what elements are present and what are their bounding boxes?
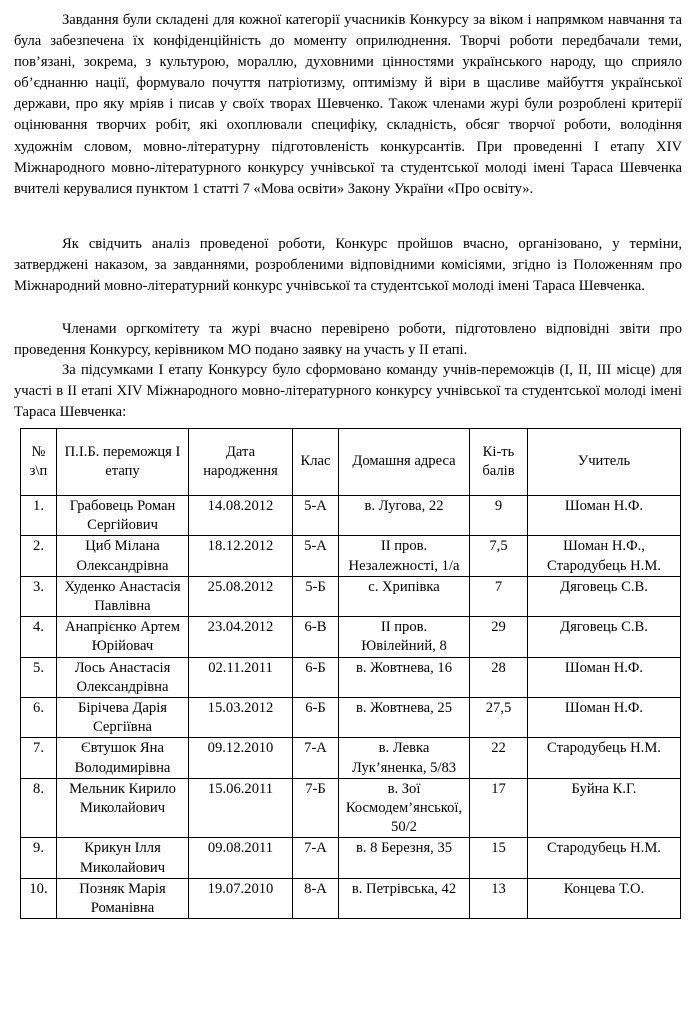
cell-name: Худенко Анастасія Павлівна <box>57 576 189 616</box>
cell-number: 5. <box>21 657 57 697</box>
paragraph-text: Як свідчить аналіз проведеної роботи, Конкурс пройшов вчасно, організовано, у терміни, затверджені наказом, за завданнями, розробленими відповідними комісіями, згідно із Положенням про Міжнародний мовно-літературний конкурс учнівської та студентської молоді імені Тараса Шевченка. <box>14 236 682 295</box>
cell-name: Циб Мілана Олександрівна <box>57 536 189 576</box>
cell-class: 5-А <box>293 536 339 576</box>
table-header-row <box>21 429 681 496</box>
cell-address: ІІ пров. Ювілейний, 8 <box>339 617 470 657</box>
cell-score: 13 <box>470 878 528 918</box>
cell-birthdate: 09.08.2011 <box>189 838 293 878</box>
cell-name: Бірічева Дарія Сергіївна <box>57 698 189 738</box>
table-row <box>21 576 681 616</box>
cell-class: 7-А <box>293 838 339 878</box>
cell-number: 9. <box>21 838 57 878</box>
cell-class: 5-Б <box>293 576 339 616</box>
cell-score: 9 <box>470 496 528 536</box>
cell-class: 6-В <box>293 617 339 657</box>
cell-number: 3. <box>21 576 57 616</box>
cell-name: Грабовець Роман Сергійович <box>57 496 189 536</box>
cell-address: в. Лугова, 22 <box>339 496 470 536</box>
cell-class: 7-А <box>293 738 339 778</box>
header-number: № з\п <box>21 429 57 496</box>
cell-number: 1. <box>21 496 57 536</box>
cell-number: 4. <box>21 617 57 657</box>
table-row <box>21 838 681 878</box>
cell-birthdate: 23.04.2012 <box>189 617 293 657</box>
header-class: Клас <box>293 429 339 496</box>
cell-teacher: Буйна К.Г. <box>528 778 681 838</box>
cell-birthdate: 25.08.2012 <box>189 576 293 616</box>
table-row <box>21 617 681 657</box>
header-teacher: Учитель <box>528 429 681 496</box>
cell-address: в. 8 Березня, 35 <box>339 838 470 878</box>
table-row <box>21 496 681 536</box>
cell-score: 17 <box>470 778 528 838</box>
header-name: П.І.Б. переможця І етапу <box>57 429 189 496</box>
cell-number: 2. <box>21 536 57 576</box>
cell-class: 8-А <box>293 878 339 918</box>
cell-teacher: Шоман Н.Ф., Стародубець Н.М. <box>528 536 681 576</box>
cell-address: с. Хрипівка <box>339 576 470 616</box>
table-row <box>21 878 681 918</box>
cell-class: 5-А <box>293 496 339 536</box>
cell-address: в. Жовтнева, 25 <box>339 698 470 738</box>
cell-class: 7-Б <box>293 778 339 838</box>
cell-birthdate: 15.06.2011 <box>189 778 293 838</box>
cell-name: Євтушок Яна Володимирівна <box>57 738 189 778</box>
table-row <box>21 778 681 838</box>
paragraph-committee <box>14 319 682 361</box>
cell-score: 22 <box>470 738 528 778</box>
table-row <box>21 657 681 697</box>
paragraph-analysis <box>14 234 682 297</box>
cell-score: 7 <box>470 576 528 616</box>
cell-teacher: Стародубець Н.М. <box>528 738 681 778</box>
paragraph-text: Завдання були складені для кожної категорії учасників Конкурсу за віком і напрямком навчання та була забезпечена їх конфіденційність до моменту оприлюднення. Творчі роботи передбачали теми, пов’язані, зокрема, з культурою, мораллю, духовними цінностями українського народу, що сприяло об’єднанню нації, формувало почуття патріотизму, оптимізму й віри в щасливе майбуття української держави, про яку мріяв і писав у своїх творах Шевченко. Також членами журі були розроблені критерії оцінювання творчих робіт, які охоплювали специфіку, складність, обсяг творчої роботи, володіння художнім словом, мовно-літературну підготовленість конкурсантів. При проведенні І етапу XIV Міжнародного мовно-літературного конкурсу учнівської та студентської молоді імені Тараса Шевченка вчителі керувалися пунктом 1 статті 7 «Мова освіти» Закону України «Про освіту». <box>14 12 682 197</box>
winners-table <box>20 428 681 919</box>
paragraph-text: За підсумками І етапу Конкурсу було сформовано команду учнів-переможців (І, ІІ, ІІІ місце) для участі в ІІ етапі XIV Міжнародного мовно-літературного конкурсу учнівської та студентської молоді імені Тараса Шевченка: <box>14 362 682 421</box>
cell-birthdate: 18.12.2012 <box>189 536 293 576</box>
header-birthdate: Дата народження <box>189 429 293 496</box>
cell-birthdate: 14.08.2012 <box>189 496 293 536</box>
cell-teacher: Дяговець С.В. <box>528 576 681 616</box>
cell-address: в. Петрівська, 42 <box>339 878 470 918</box>
cell-score: 29 <box>470 617 528 657</box>
table-row <box>21 536 681 576</box>
cell-score: 15 <box>470 838 528 878</box>
cell-birthdate: 09.12.2010 <box>189 738 293 778</box>
paragraph-tasks <box>14 10 682 200</box>
cell-teacher: Стародубець Н.М. <box>528 838 681 878</box>
cell-name: Позняк Марія Романівна <box>57 878 189 918</box>
cell-number: 8. <box>21 778 57 838</box>
paragraph-results <box>14 360 682 423</box>
cell-address: в. Левка Лук’яненка, 5/83 <box>339 738 470 778</box>
cell-birthdate: 15.03.2012 <box>189 698 293 738</box>
cell-address: ІІ пров. Незалежності, 1/а <box>339 536 470 576</box>
cell-address: в. Жовтнева, 16 <box>339 657 470 697</box>
paragraph-text: Членами оргкомітету та журі вчасно перевірено роботи, підготовлено відповідні звіти про проведення Конкурсу, керівником МО подано заявку на участь у ІІ етапі. <box>14 321 682 359</box>
cell-teacher: Шоман Н.Ф. <box>528 698 681 738</box>
header-score: Кі-ть балів <box>470 429 528 496</box>
cell-number: 10. <box>21 878 57 918</box>
cell-name: Лось Анастасія Олександрівна <box>57 657 189 697</box>
table-row <box>21 698 681 738</box>
cell-name: Мельник Кирило Миколайович <box>57 778 189 838</box>
cell-teacher: Дяговець С.В. <box>528 617 681 657</box>
cell-name: Анапрієнко Артем Юрійовач <box>57 617 189 657</box>
cell-teacher: Шоман Н.Ф. <box>528 657 681 697</box>
cell-birthdate: 02.11.2011 <box>189 657 293 697</box>
cell-address: в. Зої Космодем’янської, 50/2 <box>339 778 470 838</box>
cell-birthdate: 19.07.2010 <box>189 878 293 918</box>
header-address: Домашня адреса <box>339 429 470 496</box>
cell-teacher: Шоман Н.Ф. <box>528 496 681 536</box>
cell-teacher: Концева Т.О. <box>528 878 681 918</box>
table-row <box>21 738 681 778</box>
cell-class: 6-Б <box>293 698 339 738</box>
cell-score: 28 <box>470 657 528 697</box>
cell-name: Крикун Ілля Миколайович <box>57 838 189 878</box>
cell-number: 6. <box>21 698 57 738</box>
cell-class: 6-Б <box>293 657 339 697</box>
cell-score: 7,5 <box>470 536 528 576</box>
cell-number: 7. <box>21 738 57 778</box>
cell-score: 27,5 <box>470 698 528 738</box>
